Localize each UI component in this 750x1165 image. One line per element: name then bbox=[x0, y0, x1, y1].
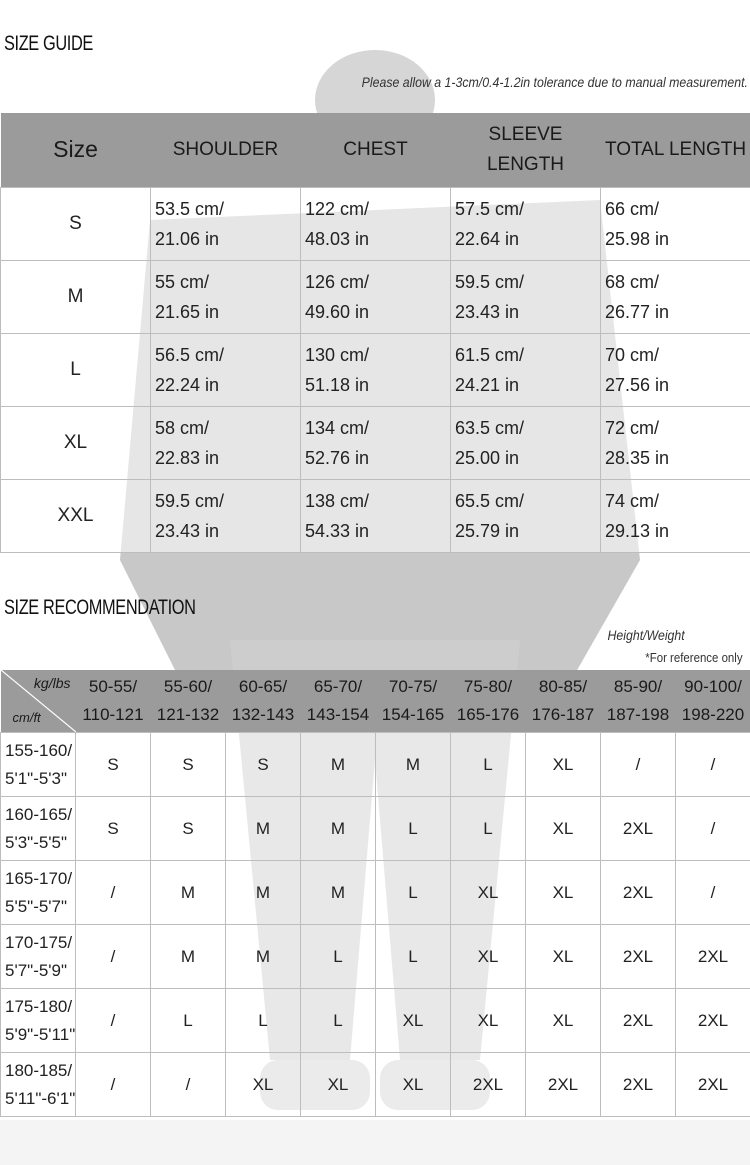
sleeve-in: 23.43 in bbox=[455, 302, 520, 322]
recommended-size: 2XL bbox=[601, 861, 676, 925]
weight-kg: 90-100/ bbox=[684, 677, 742, 696]
weight-range-header bbox=[226, 670, 301, 733]
recommended-size: / bbox=[76, 989, 151, 1053]
size-label: XXL bbox=[1, 480, 151, 553]
weight-range-header bbox=[676, 670, 750, 733]
chest-in: 52.76 in bbox=[305, 448, 370, 468]
height-cm: 170-175/ bbox=[5, 932, 73, 952]
recommended-size: L bbox=[376, 797, 451, 861]
chest-in: 48.03 in bbox=[305, 229, 370, 249]
reference-only-note: *For reference only bbox=[645, 650, 743, 665]
recommendation-row bbox=[1, 733, 750, 797]
shoulder-cell bbox=[151, 188, 301, 261]
height-range bbox=[1, 861, 76, 925]
recommended-size: M bbox=[226, 797, 301, 861]
recommended-size: L bbox=[151, 989, 226, 1053]
height-cm: 165-170/ bbox=[5, 868, 73, 888]
chest-in: 54.33 in bbox=[305, 521, 370, 541]
total-length-in: 25.98 in bbox=[605, 229, 670, 249]
recommended-size: XL bbox=[301, 1053, 376, 1117]
height-ft: 5'3"-5'5" bbox=[5, 832, 68, 852]
recommended-size: 2XL bbox=[676, 925, 750, 989]
recommended-size: M bbox=[376, 733, 451, 797]
sleeve-cell bbox=[451, 407, 601, 480]
chest-cm: 134 cm/ bbox=[305, 418, 370, 438]
chest-in: 51.18 in bbox=[305, 375, 370, 395]
weight-kg: 80-85/ bbox=[538, 677, 588, 696]
total-length-cell bbox=[601, 407, 750, 480]
chest-cell bbox=[301, 407, 451, 480]
recommended-size: XL bbox=[451, 861, 526, 925]
sleeve-in: 25.79 in bbox=[455, 521, 520, 541]
weight-lbs: 110-121 bbox=[82, 705, 144, 724]
sleeve-cm: 61.5 cm/ bbox=[455, 345, 525, 365]
recommended-size: / bbox=[151, 1053, 226, 1117]
recommended-size: M bbox=[151, 925, 226, 989]
shoulder-cell bbox=[151, 407, 301, 480]
shoulder-cm: 59.5 cm/ bbox=[155, 491, 225, 511]
height-unit-label: cm/ft bbox=[12, 710, 41, 725]
chest-cell bbox=[301, 188, 451, 261]
shoulder-cm: 55 cm/ bbox=[155, 272, 210, 292]
chest-cell bbox=[301, 334, 451, 407]
sleeve-in: 24.21 in bbox=[455, 375, 520, 395]
sleeve-cm: 57.5 cm/ bbox=[455, 199, 525, 219]
recommended-size: M bbox=[301, 733, 376, 797]
total-length-cell bbox=[601, 188, 750, 261]
total-length-cm: 68 cm/ bbox=[605, 272, 660, 292]
recommended-size: 2XL bbox=[526, 1053, 601, 1117]
recommended-size: L bbox=[226, 989, 301, 1053]
total-length-cell bbox=[601, 480, 750, 553]
height-ft: 5'11"-6'1" bbox=[5, 1088, 76, 1108]
recommended-size: S bbox=[151, 733, 226, 797]
weight-kg: 85-90/ bbox=[613, 677, 663, 696]
recommended-size: XL bbox=[526, 925, 601, 989]
height-range bbox=[1, 797, 76, 861]
recommendation-row bbox=[1, 861, 750, 925]
recommended-size: 2XL bbox=[601, 925, 676, 989]
recommended-size: 2XL bbox=[601, 1053, 676, 1117]
recommended-size: / bbox=[676, 861, 750, 925]
shoulder-cm: 58 cm/ bbox=[155, 418, 210, 438]
size-guide-row bbox=[1, 261, 750, 334]
recommended-size: / bbox=[76, 861, 151, 925]
weight-lbs: 165-176 bbox=[456, 705, 520, 724]
sleeve-in: 25.00 in bbox=[455, 448, 520, 468]
recommendation-row bbox=[1, 797, 750, 861]
recommended-size: S bbox=[151, 797, 226, 861]
total-length-in: 26.77 in bbox=[605, 302, 670, 322]
recommended-size: 2XL bbox=[601, 989, 676, 1053]
recommended-size: S bbox=[76, 733, 151, 797]
chest-cm: 130 cm/ bbox=[305, 345, 370, 365]
height-cm: 180-185/ bbox=[5, 1060, 73, 1080]
weight-lbs: 176-187 bbox=[531, 705, 595, 724]
recommendation-row bbox=[1, 989, 750, 1053]
corner-header bbox=[1, 670, 76, 733]
recommended-size: XL bbox=[451, 925, 526, 989]
chest-cell bbox=[301, 480, 451, 553]
size-guide-row bbox=[1, 407, 750, 480]
weight-range-header bbox=[376, 670, 451, 733]
sleeve-cm: 63.5 cm/ bbox=[455, 418, 525, 438]
header-sleeve-length: SLEEVE LENGTH bbox=[451, 113, 601, 188]
height-ft: 5'9"-5'11" bbox=[5, 1024, 76, 1044]
total-length-cm: 72 cm/ bbox=[605, 418, 660, 438]
recommended-size: 2XL bbox=[676, 1053, 750, 1117]
recommended-size: / bbox=[676, 733, 750, 797]
shoulder-in: 21.06 in bbox=[155, 229, 220, 249]
recommended-size: XL bbox=[376, 1053, 451, 1117]
tolerance-note: Please allow a 1-3cm/0.4-1.2in tolerance due to manual measurement. bbox=[361, 74, 748, 90]
shoulder-cell bbox=[151, 261, 301, 334]
weight-unit-label: kg/lbs bbox=[33, 675, 71, 691]
total-length-cell bbox=[601, 261, 750, 334]
size-label: L bbox=[1, 334, 151, 407]
sleeve-cell bbox=[451, 261, 601, 334]
weight-range-header bbox=[76, 670, 151, 733]
recommended-size: XL bbox=[226, 1053, 301, 1117]
shoulder-in: 21.65 in bbox=[155, 302, 220, 322]
total-length-cm: 66 cm/ bbox=[605, 199, 660, 219]
total-length-in: 29.13 in bbox=[605, 521, 670, 541]
header-total-length: TOTAL LENGTH bbox=[601, 113, 750, 188]
recommended-size: S bbox=[76, 797, 151, 861]
height-ft: 5'7"-5'9" bbox=[5, 960, 68, 980]
weight-range-header bbox=[601, 670, 676, 733]
sleeve-cm: 59.5 cm/ bbox=[455, 272, 525, 292]
recommended-size: M bbox=[151, 861, 226, 925]
recommended-size: L bbox=[301, 925, 376, 989]
weight-lbs: 143-154 bbox=[306, 705, 370, 724]
weight-range-header bbox=[301, 670, 376, 733]
sleeve-cell bbox=[451, 188, 601, 261]
recommendation-row bbox=[1, 925, 750, 989]
recommended-size: M bbox=[226, 861, 301, 925]
weight-lbs: 187-198 bbox=[606, 705, 670, 724]
recommended-size: / bbox=[76, 925, 151, 989]
size-label: M bbox=[1, 261, 151, 334]
total-length-in: 28.35 in bbox=[605, 448, 670, 468]
recommended-size: 2XL bbox=[676, 989, 750, 1053]
weight-lbs: 132-143 bbox=[231, 705, 295, 724]
recommended-size: XL bbox=[526, 989, 601, 1053]
height-ft: 5'5"-5'7" bbox=[5, 896, 68, 916]
chest-cm: 122 cm/ bbox=[305, 199, 370, 219]
height-weight-note: Height/Weight bbox=[607, 627, 685, 643]
recommended-size: L bbox=[451, 733, 526, 797]
weight-lbs: 121-132 bbox=[156, 705, 220, 724]
total-length-cm: 70 cm/ bbox=[605, 345, 660, 365]
size-recommendation-title: SIZE RECOMMENDATION bbox=[4, 596, 196, 619]
sleeve-cm: 65.5 cm/ bbox=[455, 491, 525, 511]
recommended-size: / bbox=[76, 1053, 151, 1117]
shoulder-cm: 56.5 cm/ bbox=[155, 345, 225, 365]
height-ft: 5'1"-5'3" bbox=[5, 768, 68, 788]
recommended-size: 2XL bbox=[601, 797, 676, 861]
recommended-size: 2XL bbox=[451, 1053, 526, 1117]
weight-kg: 60-65/ bbox=[238, 677, 288, 696]
weight-lbs: 198-220 bbox=[681, 705, 745, 724]
shoulder-in: 23.43 in bbox=[155, 521, 220, 541]
chest-in: 49.60 in bbox=[305, 302, 370, 322]
size-recommendation-table bbox=[0, 670, 750, 1117]
recommended-size: / bbox=[676, 797, 750, 861]
total-length-in: 27.56 in bbox=[605, 375, 670, 395]
recommended-size: XL bbox=[376, 989, 451, 1053]
recommendation-row bbox=[1, 1053, 750, 1117]
recommended-size: L bbox=[376, 925, 451, 989]
shoulder-cm: 53.5 cm/ bbox=[155, 199, 225, 219]
header-chest: CHEST bbox=[301, 113, 451, 188]
weight-kg: 70-75/ bbox=[388, 677, 438, 696]
size-guide-row bbox=[1, 480, 750, 553]
size-guide-row bbox=[1, 188, 750, 261]
recommended-size: M bbox=[301, 797, 376, 861]
weight-range-header bbox=[151, 670, 226, 733]
size-guide-table bbox=[0, 113, 750, 553]
recommended-size: L bbox=[451, 797, 526, 861]
shoulder-in: 22.24 in bbox=[155, 375, 220, 395]
shoulder-cell bbox=[151, 334, 301, 407]
sleeve-cell bbox=[451, 480, 601, 553]
total-length-cell bbox=[601, 334, 750, 407]
weight-range-header bbox=[526, 670, 601, 733]
height-cm: 175-180/ bbox=[5, 996, 73, 1016]
height-range bbox=[1, 733, 76, 797]
size-label: XL bbox=[1, 407, 151, 480]
chest-cm: 138 cm/ bbox=[305, 491, 370, 511]
recommended-size: XL bbox=[526, 797, 601, 861]
weight-kg: 75-80/ bbox=[463, 677, 513, 696]
chest-cm: 126 cm/ bbox=[305, 272, 370, 292]
weight-lbs: 154-165 bbox=[381, 705, 445, 724]
recommended-size: M bbox=[226, 925, 301, 989]
header-size: Size bbox=[1, 113, 151, 188]
weight-kg: 65-70/ bbox=[313, 677, 363, 696]
weight-kg: 50-55/ bbox=[88, 677, 138, 696]
recommended-size: L bbox=[376, 861, 451, 925]
recommendation-header-row bbox=[1, 670, 750, 733]
size-guide-title: SIZE GUIDE bbox=[4, 32, 93, 55]
shoulder-cell bbox=[151, 480, 301, 553]
sleeve-in: 22.64 in bbox=[455, 229, 520, 249]
recommended-size: XL bbox=[451, 989, 526, 1053]
recommended-size: L bbox=[301, 989, 376, 1053]
total-length-cm: 74 cm/ bbox=[605, 491, 660, 511]
height-range bbox=[1, 989, 76, 1053]
weight-range-header bbox=[451, 670, 526, 733]
recommended-size: XL bbox=[526, 733, 601, 797]
height-range bbox=[1, 925, 76, 989]
size-guide-row bbox=[1, 334, 750, 407]
header-shoulder: SHOULDER bbox=[151, 113, 301, 188]
height-range bbox=[1, 1053, 76, 1117]
recommended-size: XL bbox=[526, 861, 601, 925]
recommended-size: S bbox=[226, 733, 301, 797]
size-guide-header-row bbox=[1, 113, 750, 188]
recommended-size: / bbox=[601, 733, 676, 797]
weight-kg: 55-60/ bbox=[163, 677, 213, 696]
chest-cell bbox=[301, 261, 451, 334]
height-cm: 160-165/ bbox=[5, 804, 73, 824]
recommended-size: M bbox=[301, 861, 376, 925]
shoulder-in: 22.83 in bbox=[155, 448, 220, 468]
sleeve-cell bbox=[451, 334, 601, 407]
height-cm: 155-160/ bbox=[5, 740, 73, 760]
size-label: S bbox=[1, 188, 151, 261]
